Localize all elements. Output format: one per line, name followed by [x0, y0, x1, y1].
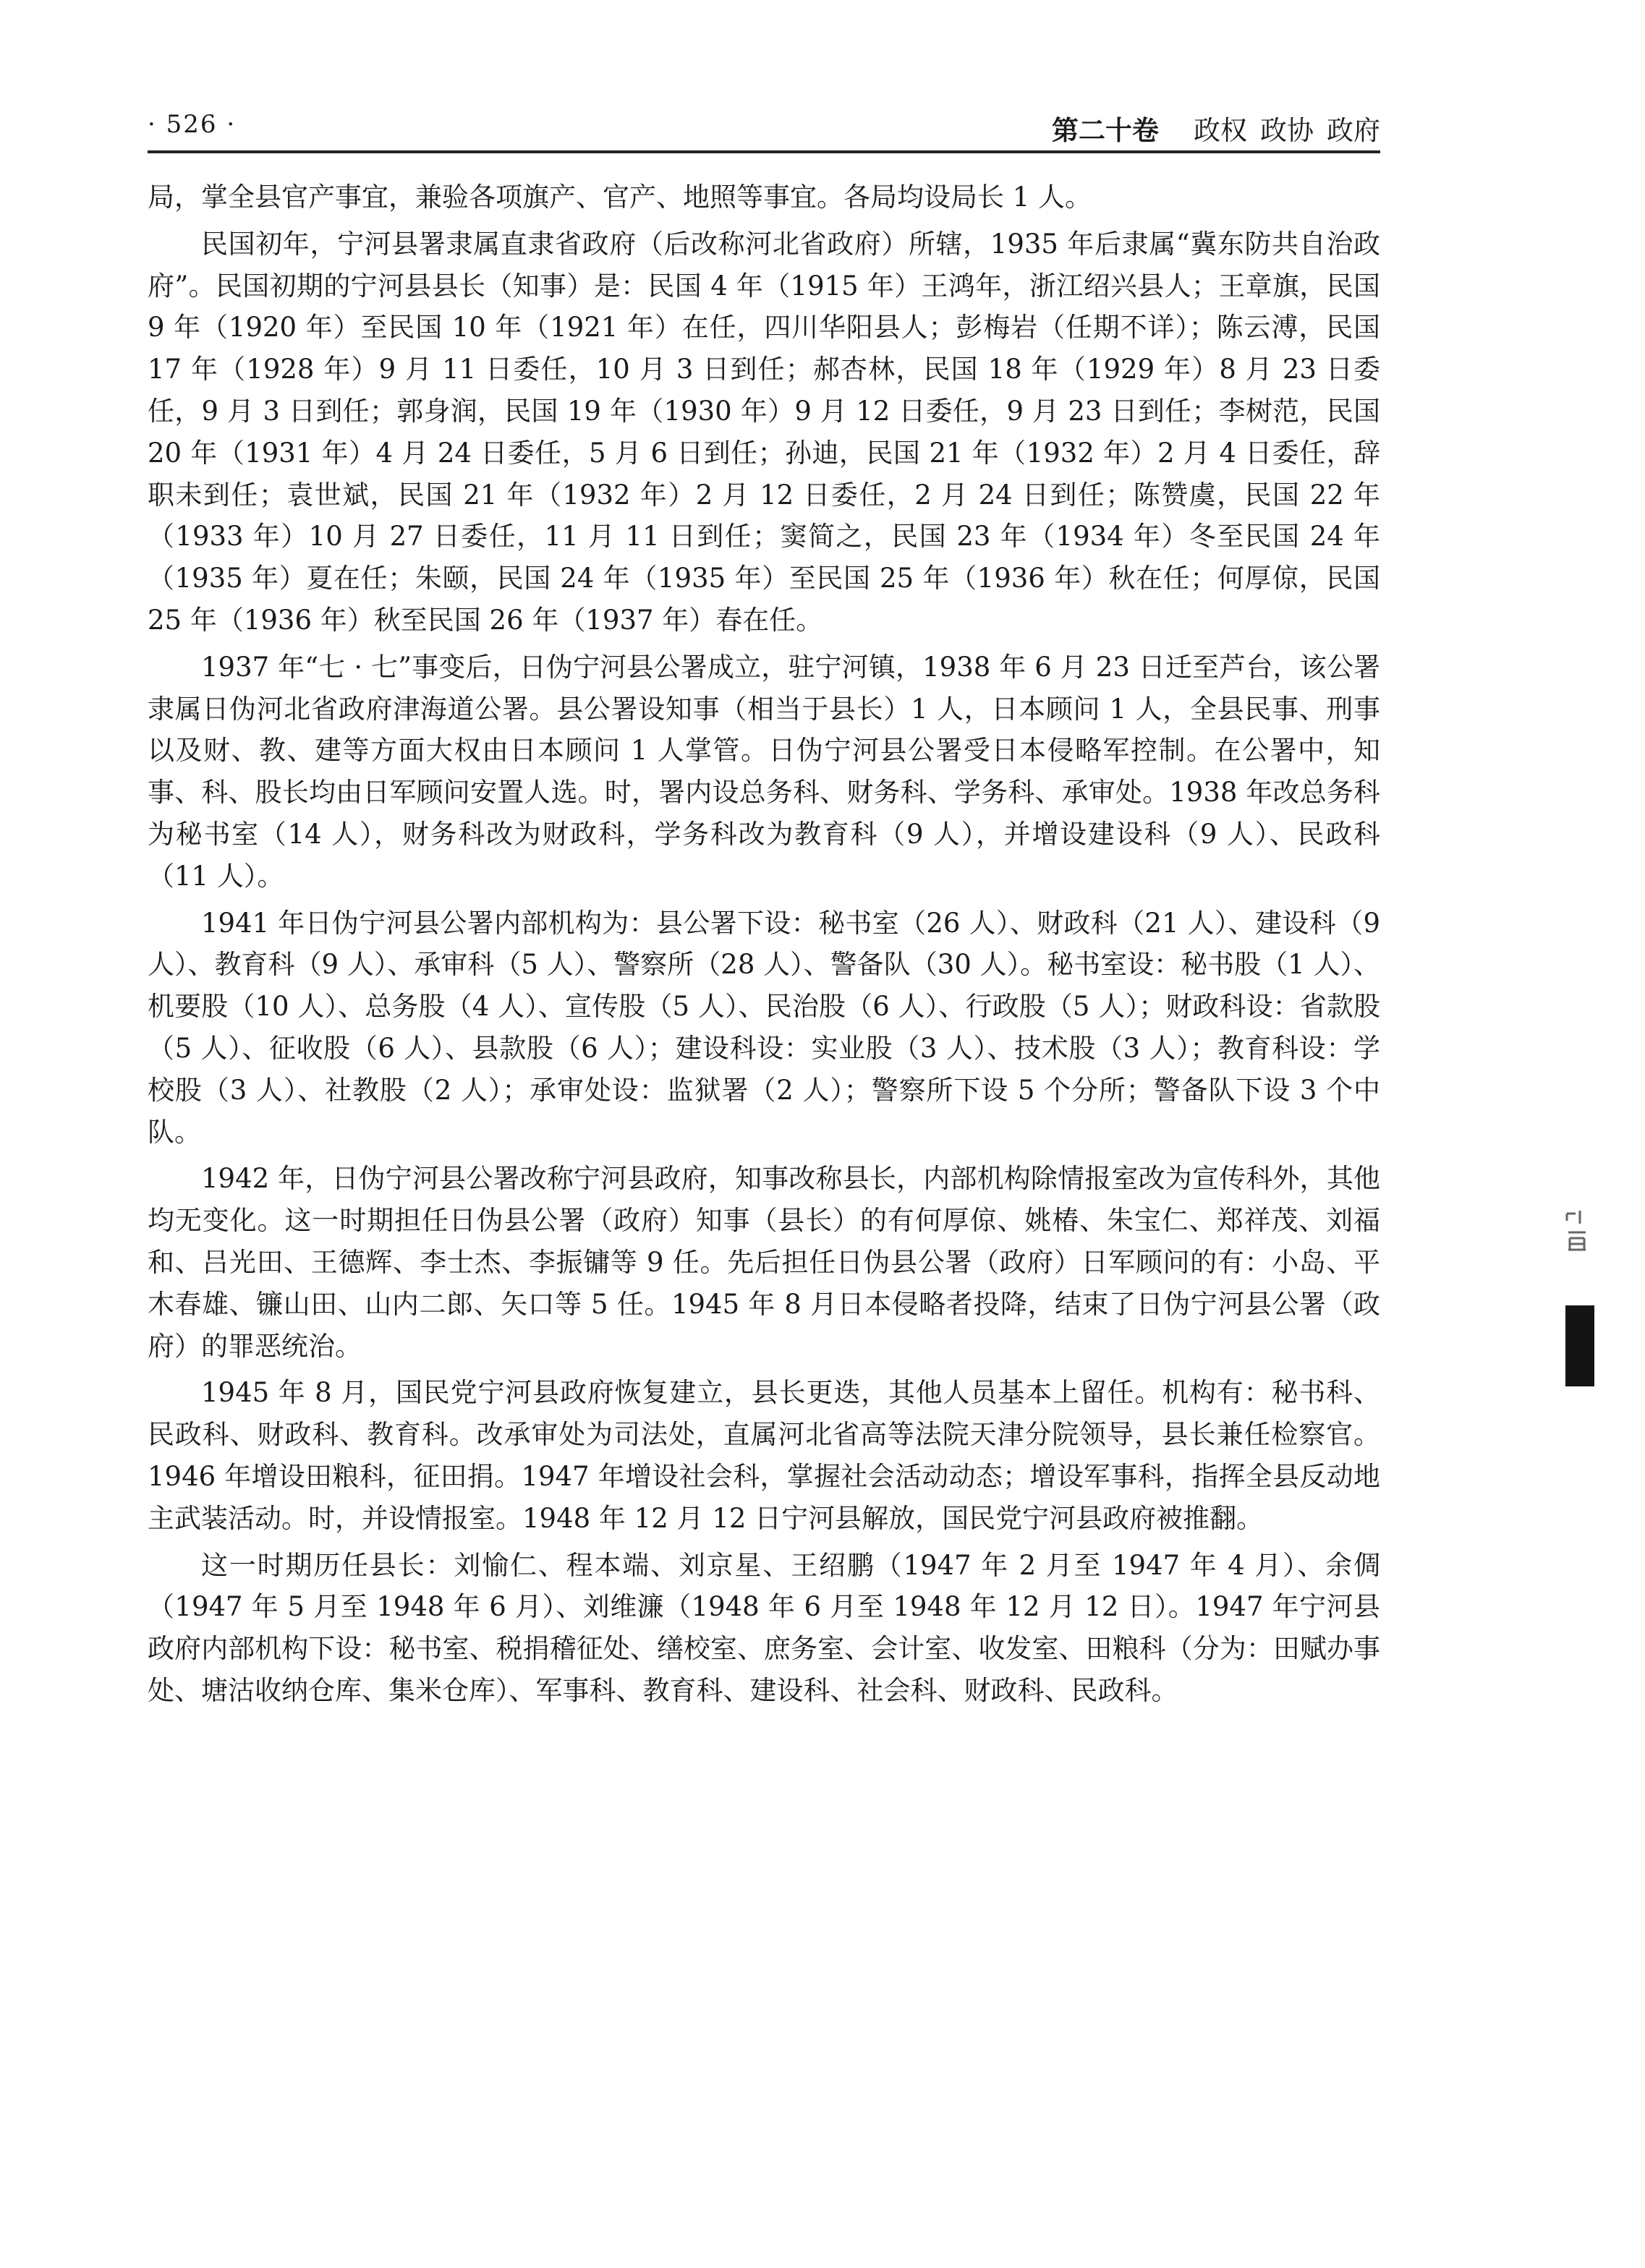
paragraph: 1937 年“七 · 七”事变后，日伪宁河县公署成立，驻宁河镇，1938 年 6 月 23 日迁至芦台，该公署隶属日伪河北省政府津海道公署。县公署设知事（相当于县长）1 人，日本顾问 1 人，全县民事、刑事以及财、教、建等方面大权由日本顾问 1 人掌管。日伪宁河县公署受日本侵略军控制。在公署中，知事、科、股长均由日军顾问安置人选。时，署内设总务科、财务科、学务科、承审处。1938 年改总务科为秘书室（14 人），财务科改为财政科，学务科改为教育科（9 人），并增设建设科（9 人）、民政科（11 人）。 [148, 651, 1380, 892]
paragraph: 1942 年，日伪宁河县公署改称宁河县政府，知事改称县长，内部机构除情报室改为宣传科外，其他均无变化。这一时期担任日伪县公署（政府）知事（县长）的有何厚倞、姚椿、朱宝仁、郑祥茂、刘福和、吕光田、王德辉、李士杰、李振镛等 9 任。先后担任日伪县公署（政府）日军顾问的有：小岛、平木春雄、镰山田、山内二郎、矢口等 5 任。1945 年 8 月日本侵略者投降，结束了日伪宁河县公署（政府）的罪恶统治。 [148, 1163, 1380, 1362]
margin-scan-mark [1563, 1208, 1591, 1258]
section-label: 政协 [1260, 115, 1314, 146]
body-text [148, 176, 1380, 1717]
paragraph: 局，掌全县官产事宜，兼验各项旗产、官产、地照等事宜。各局均设局长 1 人。 [148, 182, 1092, 213]
header-rule [148, 150, 1380, 153]
section-label: 政府 [1327, 115, 1380, 146]
volume-label: 第二十卷 [1052, 114, 1159, 146]
paragraph: 这一时期历任县长：刘愉仁、程本端、刘京星、王绍鹏（1947 年 2 月至 1947 年 4 月）、余倜（1947 年 5 月至 1948 年 6 月）、刘维濂（1948 年 6 月至 1948 年 12 月 12 日）。1947 年宁河县政府内部机构下设：秘书室、税捐稽征处、缮校室、庶务室、会计室、收发室、田粮科（分为：田赋办事处、塘沽收纳仓库、集米仓库）、军事科、教育科、建设科、社会科、财政科、民政科。 [148, 1549, 1380, 1706]
paragraph: 1945 年 8 月，国民党宁河县政府恢复建立，县长更迭，其他人员基本上留任。机构有：秘书科、民政科、财政科、教育科。改承审处为司法处，直属河北省高等法院天津分院领导，县长兼任检察官。1946 年增设田粮科，征田捐。1947 年增设社会科，掌握社会活动动态；增设军事科，指挥全县反动地主武装活动。时，并设情报室。1948 年 12 月 12 日宁河县解放，国民党宁河县政府被推翻。 [148, 1377, 1380, 1534]
paragraph: 1941 年日伪宁河县公署内部机构为：县公署下设：秘书室（26 人）、财政科（21 人）、建设科（9 人）、教育科（9 人）、承审科（5 人）、警察所（28 人）、警备队（30 人）。秘书室设：秘书股（1 人）、机要股（10 人）、总务股（4 人）、宣传股（5 人）、民治股（6 人）、行政股（5 人）；财政科设：省款股（5 人）、征收股（6 人）、县款股（6 人）；建设科设：实业股（3 人）、技术股（3 人）；教育科设：学校股（3 人）、社教股（2 人）；承审处设：监狱署（2 人）；警察所下设 5 个分所；警备队下设 3 个中队。 [148, 907, 1380, 1148]
section-label: 政权 [1194, 115, 1247, 146]
paragraph: 民国初年，宁河县署隶属直隶省政府（后改称河北省政府）所辖，1935 年后隶属“冀东防共自治政府”。民国初期的宁河县县长（知事）是：民国 4 年（1915 年）王鸿年，浙江绍兴县人；王章旗，民国 9 年（1920 年）至民国 10 年（1921 年）在任，四川华阳县人；彭梅岩（任期不详）；陈云溥，民国 17 年（1928 年）9 月 11 日委任，10 月 3 日到任；郝杏林，民国 18 年（1929 年）8 月 23 日委任，9 月 3 日到任；郭身润，民国 19 年（1930 年）9 月 12 日委任，9 月 23 日到任；李树范，民国 20 年（1931 年）4 月 24 日委任，5 月 6 日到任；孙迪，民国 21 年（1932 年）2 月 4 日委任，辞职未到任；袁世斌，民国 21 年（1932 年）2 月 12 日委任，2 月 24 日到任；陈赞虞，民国 22 年（1933 年）10 月 27 日委任，11 月 11 日到任；窦简之，民国 23 年（1934 年）冬至民国 24 年（1935 年）夏在任；朱颐，民国 24 年（1935 年）至民国 25 年（1936 年）秋在任；何厚倞，民国 25 年（1936 年）秋至民国 26 年（1937 年）春在任。 [148, 228, 1380, 636]
page-number: · 526 · [148, 110, 237, 139]
margin-index-tab [1565, 1305, 1594, 1386]
page-header [148, 103, 1380, 146]
running-head [1052, 108, 1380, 148]
